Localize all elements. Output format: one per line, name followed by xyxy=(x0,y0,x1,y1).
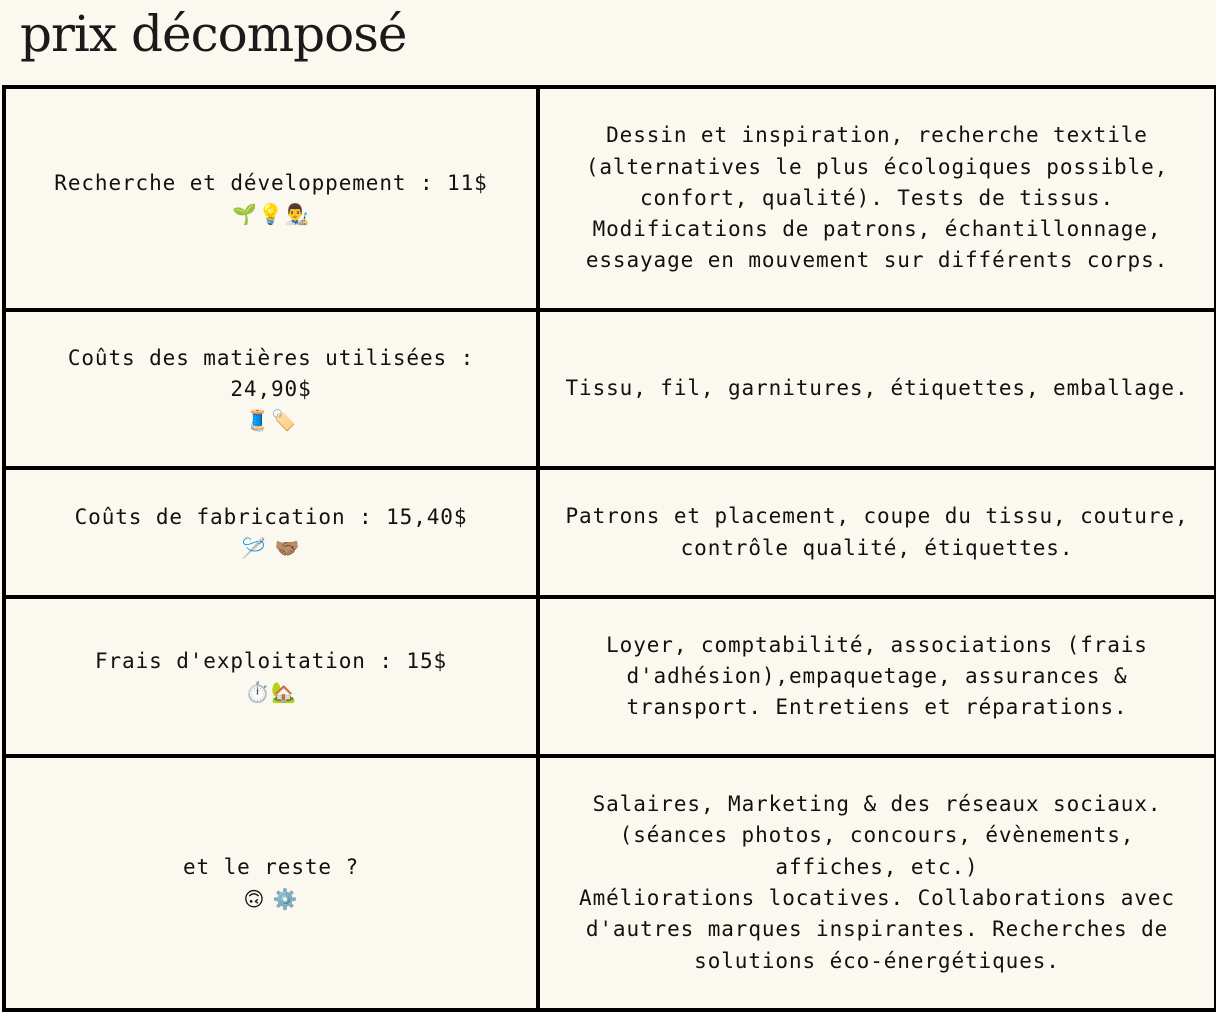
cost-label: Frais d'exploitation : 15$ xyxy=(94,648,448,673)
table-row xyxy=(4,468,1216,597)
cost-description-cell xyxy=(538,756,1216,1010)
cost-description-cell xyxy=(538,597,1216,756)
cost-label: Recherche et développement : 11$ xyxy=(54,170,488,195)
price-breakdown-table xyxy=(2,85,1216,1012)
cost-label-cell xyxy=(4,468,538,597)
needle-handshake-icons: 🪡 🤝🏽 xyxy=(241,536,301,561)
stopwatch-house-icons: ⏱️🏡 xyxy=(245,680,297,705)
cost-description: Patrons et placement, coupe du tissu, couture, contrôle qualité, étiquettes. xyxy=(565,504,1189,560)
cost-label: Coûts de fabrication : 15,40$ xyxy=(74,504,468,529)
cost-label: et le reste ? xyxy=(182,855,360,880)
table-row xyxy=(4,310,1216,468)
cost-description: Loyer, comptabilité, associations (frais d'adhésion),empaquetage, assurances & transport. Entretiens et réparations. xyxy=(606,632,1148,720)
cost-label-cell xyxy=(4,756,538,1010)
cost-label-cell xyxy=(4,87,538,310)
cost-description-cell xyxy=(538,87,1216,310)
thread-tag-icons: 🧵🏷️ xyxy=(245,408,297,433)
table-row xyxy=(4,756,1216,1010)
table-row xyxy=(4,87,1216,310)
page-title: prix décomposé xyxy=(20,5,407,63)
upside-down-face-gear-icons: 🙃 ⚙️ xyxy=(243,886,299,911)
cost-description-cell xyxy=(538,310,1216,468)
cost-description-cell xyxy=(538,468,1216,597)
table-row xyxy=(4,597,1216,756)
seedling-bulb-artist-icons: 🌱💡👨‍🎨 xyxy=(232,202,310,227)
cost-description: Salaires, Marketing & des réseaux sociaux. (séances photos, concours, évènements, affiches, etc.) Améliorations locatives. Collaborations avec d'autres marques inspirantes. Recherches de solutions éco-énergétiques. xyxy=(579,792,1175,973)
cost-label-cell xyxy=(4,597,538,756)
cost-label: Coûts des matières utilisées : 24,90$ xyxy=(67,345,475,401)
cost-description: Dessin et inspiration, recherche textile (alternatives le plus écologiques possible, confort, qualité). Tests de tissus. Modifications de patrons, échantillonnage, essayage en mouvement sur différents corps. xyxy=(585,123,1169,273)
cost-label-cell xyxy=(4,310,538,468)
cost-description: Tissu, fil, garnitures, étiquettes, emballage. xyxy=(565,376,1189,401)
